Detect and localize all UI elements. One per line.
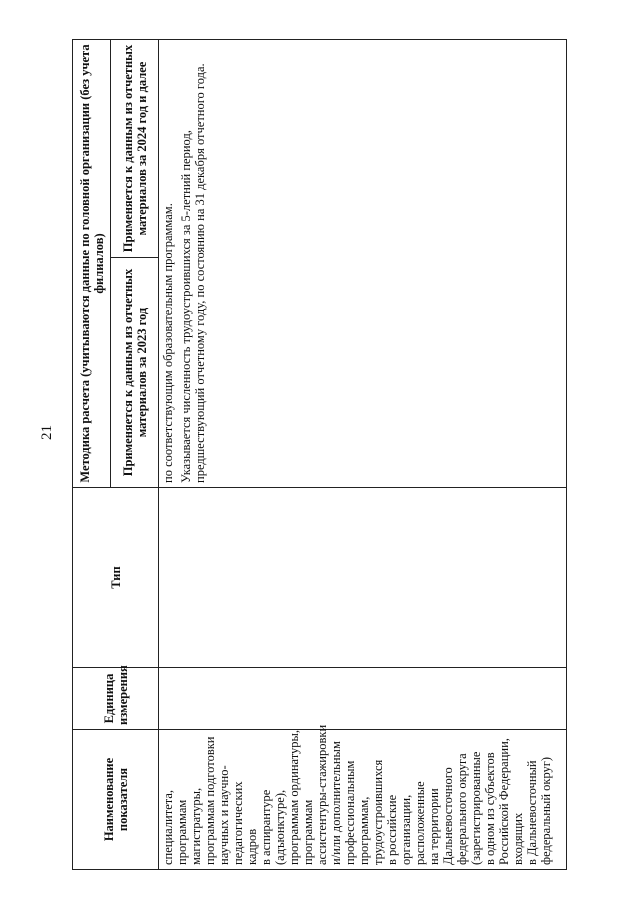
name-line: в российские — [385, 794, 399, 865]
indicator-table — [72, 39, 567, 870]
name-line: в одном из субъектов — [483, 752, 497, 865]
method-paragraph: по соответствующим образовательным программам. — [161, 203, 175, 483]
name-line: программам, — [357, 796, 371, 865]
page-number: 21 — [39, 425, 55, 440]
name-line: трудоустроившихся — [371, 759, 385, 865]
name-line: кадров — [245, 828, 259, 865]
name-line: программам — [301, 799, 315, 865]
indicator-name-cell — [159, 724, 567, 870]
name-line: Российской Федерации, — [497, 738, 511, 865]
name-line: педагогических — [231, 781, 245, 865]
name-line: на территории — [427, 788, 441, 865]
table-row — [159, 40, 567, 870]
method-cell — [159, 40, 567, 488]
header-type: Тип — [73, 488, 159, 668]
header-name: Наименование показателя — [73, 730, 159, 870]
name-line: федеральный округ) — [539, 756, 553, 865]
rotated-table-container — [72, 40, 567, 870]
name-line: программам подготовки — [203, 736, 217, 865]
name-line: федерального округа — [455, 753, 469, 865]
name-line: входящих — [511, 812, 525, 865]
unit-cell — [159, 668, 567, 730]
method-paragraph: Указывается численность трудоустроившихся за 5-летний период, предшествующий отчетному году, по состоянию на 31 декабря отчетного года. — [179, 63, 207, 483]
name-line: расположенные — [413, 781, 427, 865]
name-line: в аспирантуре — [259, 789, 273, 865]
header-method-2023: Применяется к данным из отчетных материалов за 2023 год — [111, 258, 159, 488]
name-line: Дальневосточного — [441, 767, 455, 865]
name-line: ассистентуры-стажировки — [315, 724, 329, 865]
table-header-row — [73, 40, 111, 870]
type-cell — [159, 488, 567, 668]
name-line: организации, — [399, 794, 413, 865]
name-line: (зарегистрированные — [469, 751, 483, 865]
name-line: научных и научно- — [217, 765, 231, 865]
header-method-2024: Применяется к данным из отчетных материалов за 2024 год и далее — [111, 40, 159, 258]
header-method: Методика расчета (учитываются данные по головной организации (без учета филиалов) — [73, 40, 111, 488]
name-line: программам ординатуры, — [287, 729, 301, 865]
name-line: специалитета, — [161, 789, 175, 865]
header-unit: Единица измерения — [73, 668, 159, 730]
name-line: профессиональным — [343, 760, 357, 865]
name-line: программам — [175, 799, 189, 865]
name-line: магистратуры, — [189, 787, 203, 865]
name-line: и/или дополнительным — [329, 741, 343, 865]
name-line: в Дальневосточный — [525, 760, 539, 865]
name-line: (адъюнктуре), — [273, 789, 287, 865]
